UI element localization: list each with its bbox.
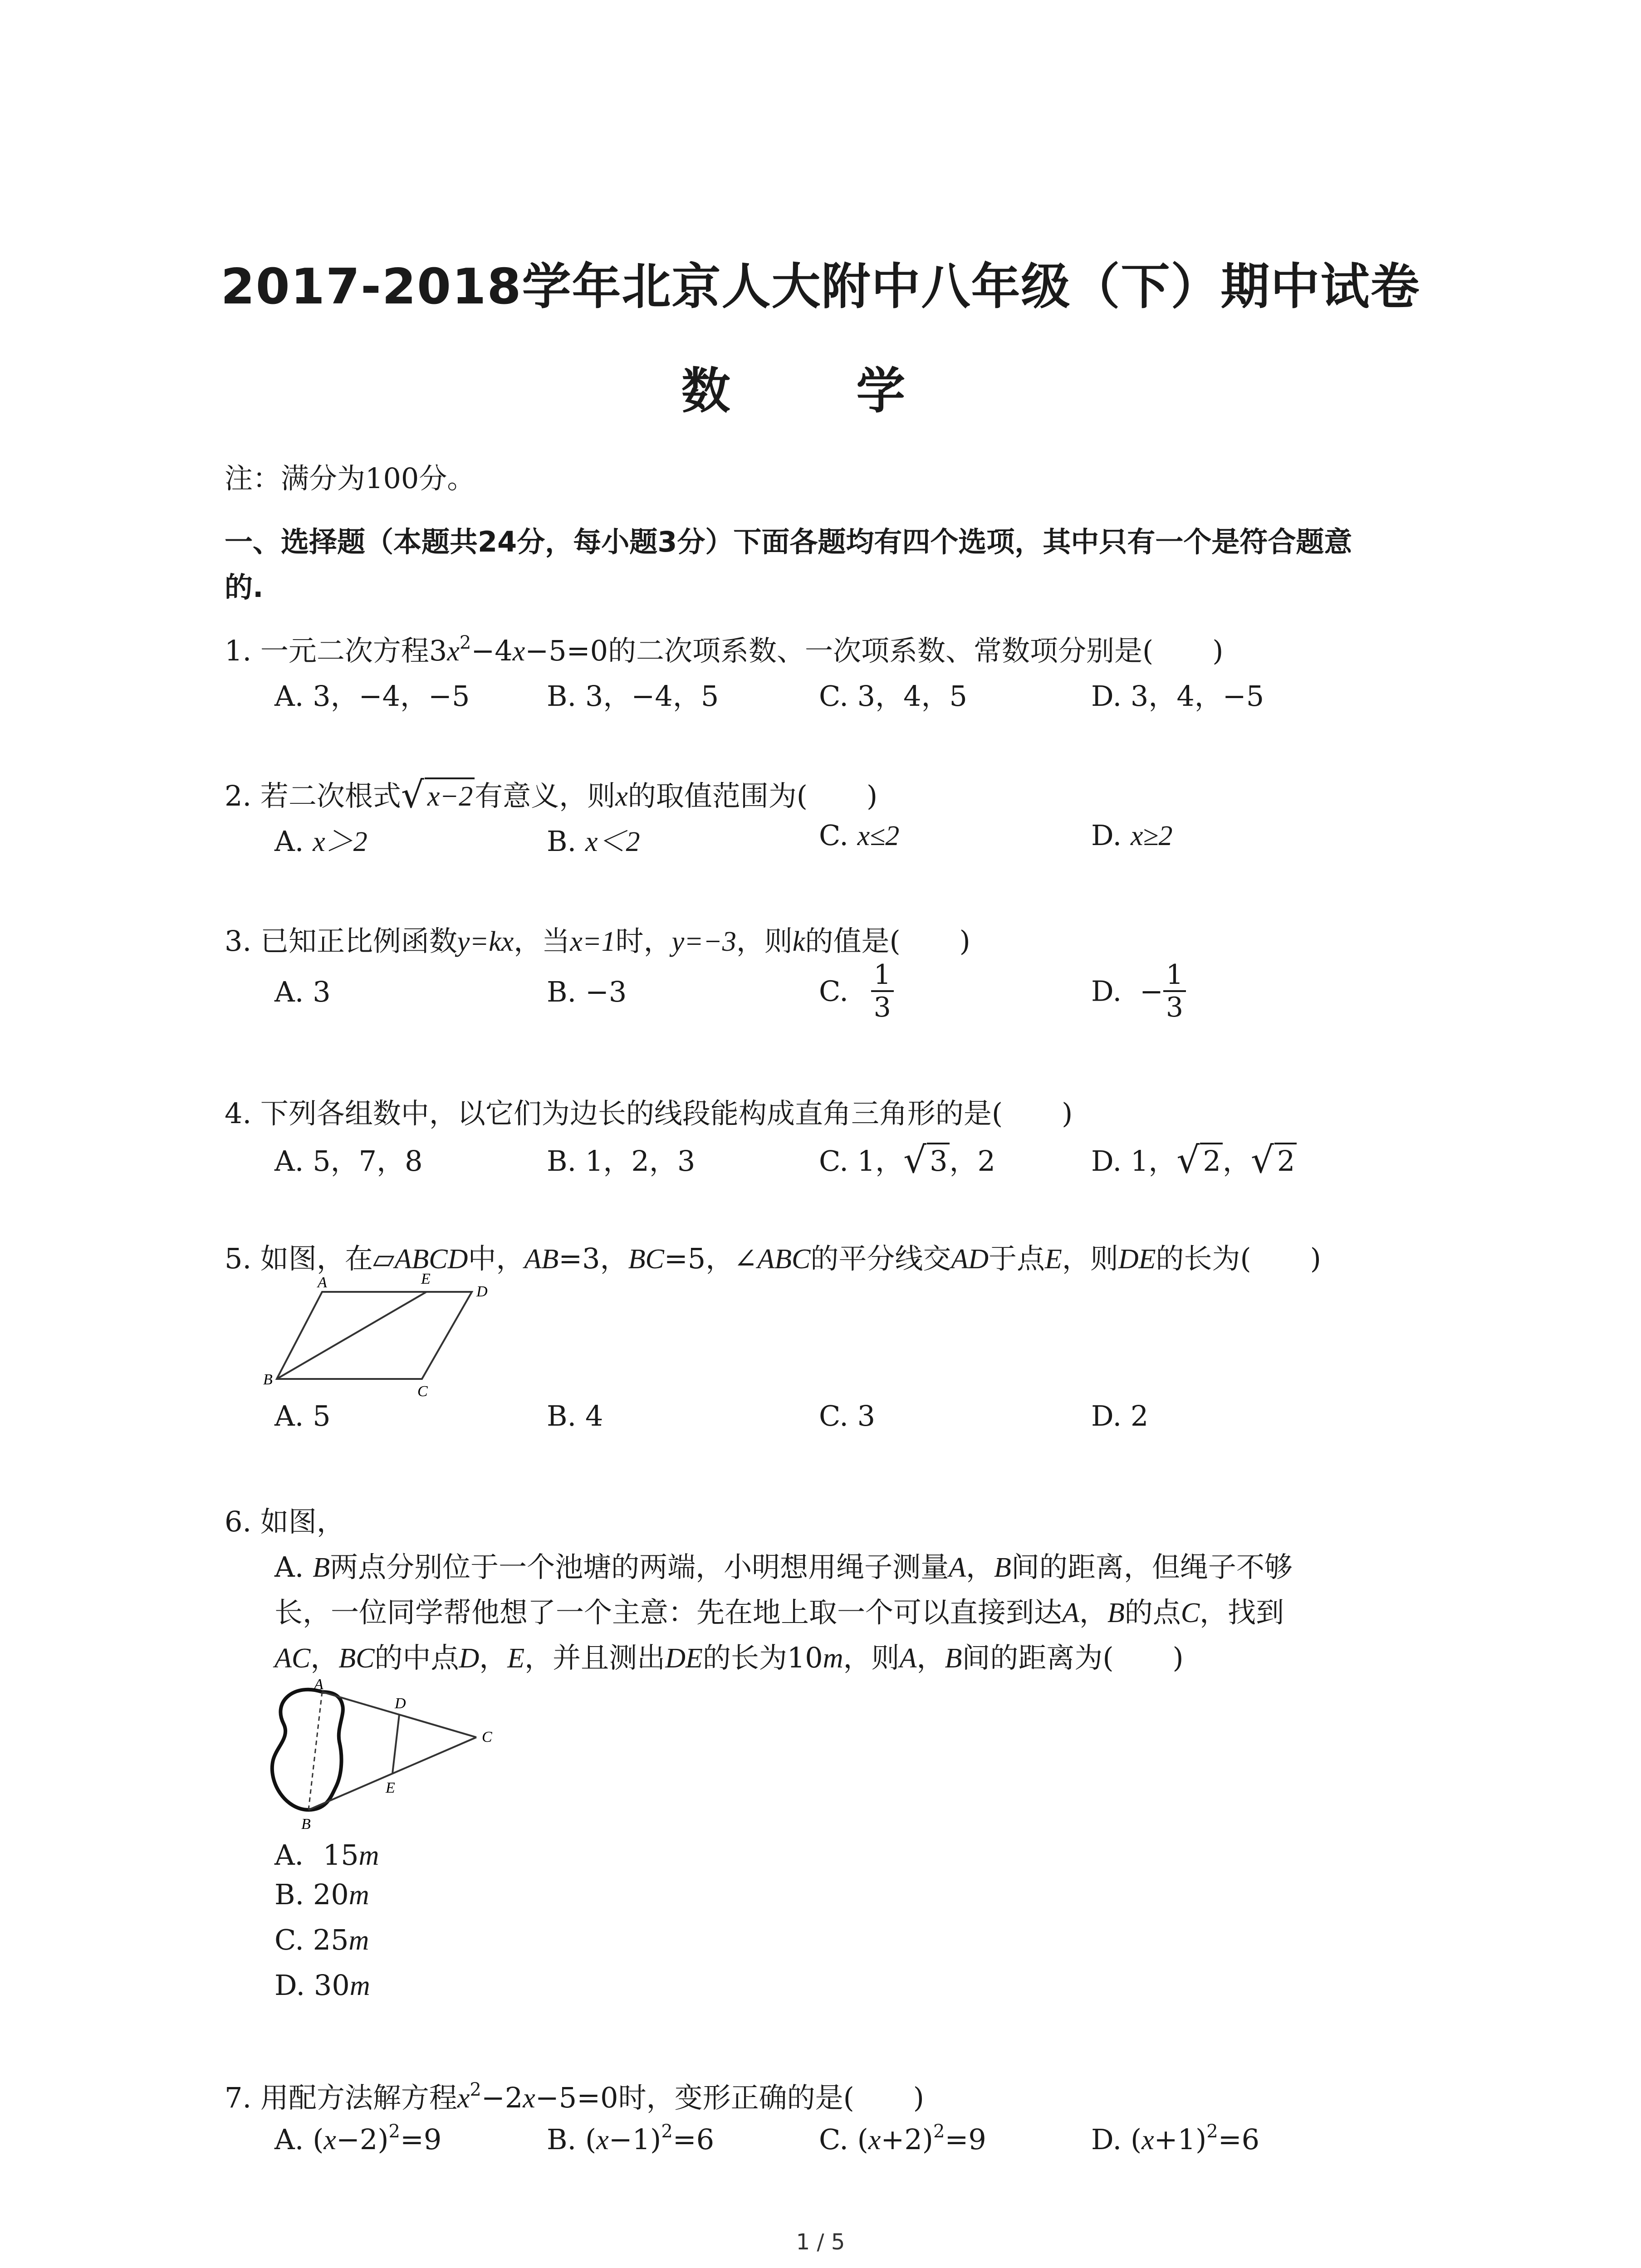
- question-7: 7. 用配方法解方程$x^2-2x-5=0$时，变形正确的是( ): [225, 2079, 924, 2114]
- q1-option-a: A. 3，−4，−5: [274, 679, 470, 713]
- label-e: E: [386, 1779, 395, 1796]
- q7-option-c: C. $(x+2)^2=9$: [819, 2121, 986, 2156]
- q6-line-2: 长，一位同学帮他想了一个主意：先在地上取一个可以直接到达A，B的点C，找到: [274, 1596, 1284, 1629]
- exam-title: 2017-2018学年北京人大附中八年级（下）期中试卷: [220, 259, 1421, 315]
- q3-option-d: D. − $\frac{1}{3}$: [1091, 959, 1186, 1023]
- parallelogram-abcd: [277, 1292, 472, 1379]
- parallelogram-figure: [254, 1270, 508, 1402]
- q6-option-b: B. 20m: [274, 1878, 369, 1911]
- label-c: C: [417, 1383, 428, 1400]
- q2-option-c: C. x≤2: [819, 819, 900, 852]
- q1-option-c: C. 3，4，5: [819, 679, 967, 713]
- label-e: E: [421, 1271, 431, 1287]
- q3-option-c: C. $\frac{1}{3}$: [819, 959, 894, 1023]
- q2-option-d: D. x≥2: [1091, 819, 1173, 852]
- section-heading-line2: 的.: [225, 571, 264, 604]
- label-c: C: [482, 1729, 492, 1745]
- q6-option-a: A．15m: [274, 1838, 379, 1872]
- q4-option-c: C. 1， √ 3，2: [819, 1139, 995, 1181]
- q7-option-d: D. $(x+1)^2=6$: [1091, 2121, 1260, 2156]
- label-d: D: [476, 1283, 488, 1300]
- q5-option-a: A. 5: [274, 1399, 331, 1432]
- segment-de: [392, 1715, 399, 1774]
- q4-option-a: A. 5，7，8: [274, 1144, 423, 1178]
- q4-option-d: D. 1， √ 2， √ 2: [1091, 1139, 1297, 1179]
- q3-option-a: A. 3: [274, 975, 331, 1008]
- q2-option-a: A. x＞2: [274, 825, 367, 858]
- pond-figure: [263, 1674, 517, 1837]
- segment-ab: [309, 1692, 322, 1810]
- q7-option-b: B. $(x-1)^2=6$: [547, 2121, 715, 2156]
- score-note: 注：满分为100分。: [225, 462, 475, 495]
- q7-option-a: A. $(x-2)^2=9$: [274, 2121, 442, 2156]
- q6-line-1: A. B两点分别位于一个池塘的两端，小明想用绳子测量A，B间的距离，但绳子不够: [274, 1550, 1293, 1584]
- page-number: 1 / 5: [796, 2229, 845, 2255]
- q3-option-b: B. −3: [547, 975, 627, 1008]
- section-heading-line1: 一、选择题（本题共24分，每小题3分）下面各题均有四个选项，其中只有一个是符合题意: [225, 525, 1352, 558]
- question-1: 1. 一元二次方程$3x^2-4x-5=0$的二次项系数、一次项系数、常数项分别是( ): [225, 632, 1224, 667]
- label-a: A: [318, 1274, 327, 1291]
- label-a: A: [314, 1676, 323, 1693]
- question-3: 3. 已知正比例函数y=kx，当x=1时，y=−3，则k的值是( ): [225, 924, 970, 958]
- label-b: B: [301, 1816, 311, 1833]
- q6-line-3: AC，BC的中点D，E，并且测出DE的长为10m，则A，B间的距离为( ): [274, 1641, 1184, 1674]
- pond-outline: [272, 1690, 343, 1810]
- q1-option-b: B. 3，−4，5: [547, 679, 719, 713]
- label-b: B: [263, 1371, 273, 1388]
- q2-option-b: B. x＜2: [547, 825, 640, 858]
- q4-option-b: B. 1，2，3: [547, 1144, 696, 1178]
- q6-option-d: D. 30m: [274, 1969, 370, 2002]
- subject-title: 数 学: [681, 363, 960, 420]
- question-4: 4. 下列各组数中，以它们为边长的线段能构成直角三角形的是( ): [225, 1097, 1073, 1130]
- label-d: D: [395, 1695, 406, 1712]
- sqrt-symbol: √ x−2: [401, 779, 475, 813]
- question-2: 2. 若二次根式 √ x−2有意义，则x的取值范围为( ): [225, 774, 878, 816]
- question-5: 5. 如图，在▱ABCD中，AB=3，BC=5，∠ABC的平分线交AD于点E，则DE的长为( ): [225, 1242, 1321, 1275]
- q5-option-b: B. 4: [547, 1399, 603, 1432]
- question-6: 6. 如图，: [225, 1505, 345, 1538]
- q1-option-d: D. 3，4，−5: [1091, 679, 1264, 713]
- q6-option-c: C. 25m: [274, 1923, 369, 1956]
- q5-option-d: D. 2: [1091, 1399, 1149, 1432]
- q5-option-c: C. 3: [819, 1399, 876, 1432]
